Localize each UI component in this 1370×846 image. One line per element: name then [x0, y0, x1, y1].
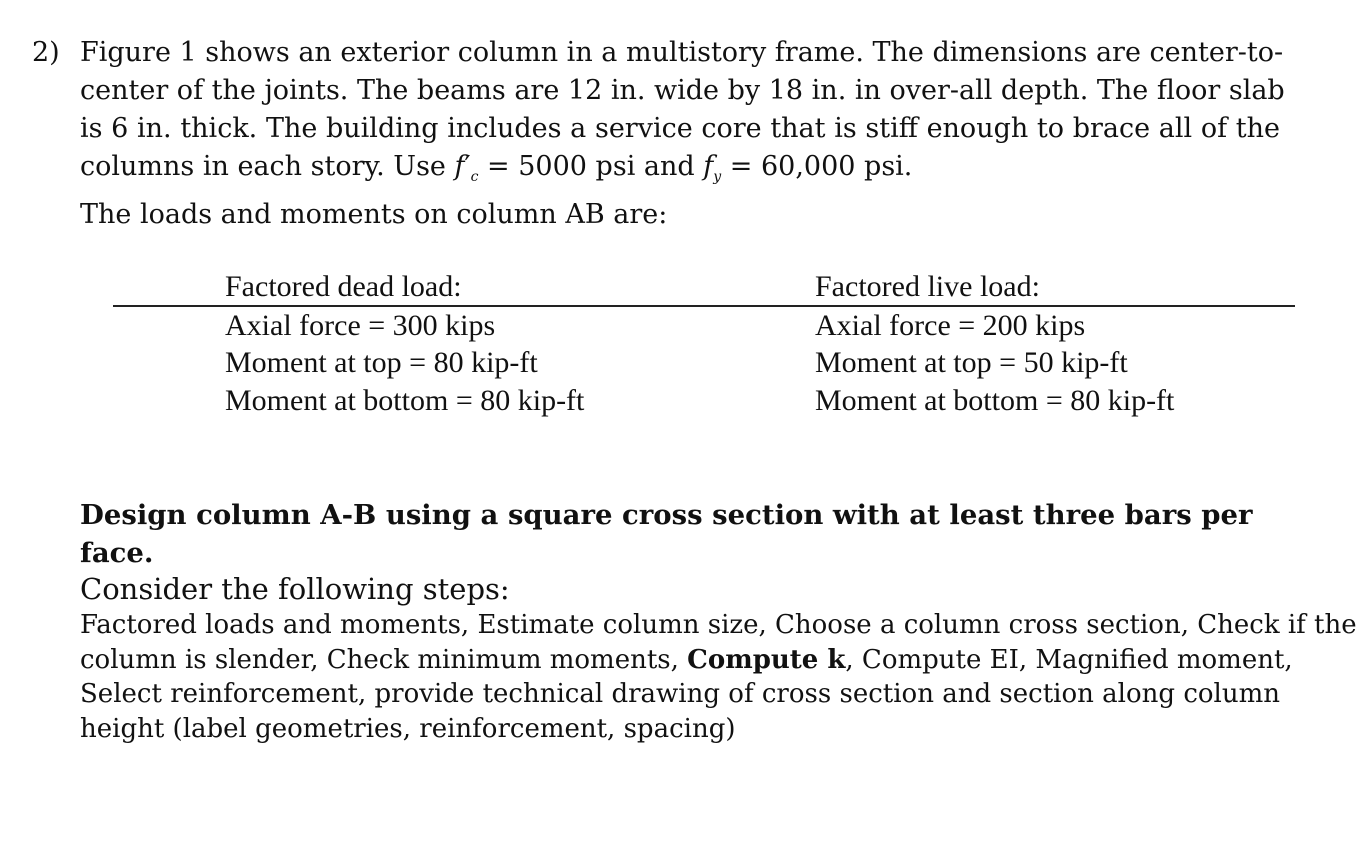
dead-load-header: Factored dead load: [225, 270, 462, 303]
steps-line-1: Factored loads and moments, Estimate column size, Choose a column cross section, Check if the [80, 610, 1357, 640]
intro-line-2: center of the joints. The beams are 12 in. wide by 18 in. in over-all depth. The floor slab [80, 75, 1285, 106]
steps-line-2-pre: column is slender, Check minimum moments, [80, 644, 688, 675]
intro-line-4 [80, 148, 1280, 196]
live-load-column [815, 268, 1174, 419]
live-moment-bottom: Moment at bottom = 80 kip-ft [815, 383, 1175, 417]
dead-load-column [225, 268, 584, 419]
steps-line-2 [80, 643, 1293, 678]
fc-subscript: c [470, 169, 479, 185]
fc-prime: ′ [464, 151, 471, 182]
problem-number: 2) [32, 37, 60, 68]
dead-moment-bottom: Moment at bottom = 80 kip-ft [225, 383, 585, 417]
steps-list [80, 608, 1357, 746]
fc-symbol: f [454, 151, 465, 182]
fc-value: = 5000 psi and [478, 151, 704, 182]
steps-line-2-post: , Compute EI, Magnified moment, [845, 644, 1293, 675]
dead-axial-force: Axial force = 300 kips [225, 308, 496, 342]
steps-title: Consider the following steps: [80, 572, 510, 606]
fy-value: = 60,000 psi. [721, 151, 913, 182]
fy-symbol: f [703, 151, 714, 182]
loads-intro: The loads and moments on column AB are: [80, 199, 668, 230]
steps-line-4: height (label geometries, reinforcement, spacing) [80, 713, 736, 744]
live-axial-force: Axial force = 200 kips [815, 308, 1086, 342]
intro-line-3: is 6 in. thick. The building includes a service core that is stiff enough to brace all of the [80, 113, 1280, 144]
dead-moment-top: Moment at top = 80 kip-ft [225, 346, 538, 379]
problem-intro [80, 34, 1285, 196]
live-moment-top: Moment at top = 50 kip-ft [815, 346, 1128, 379]
intro-line-1: Figure 1 shows an exterior column in a multistory frame. The dimensions are center-to- [80, 37, 1284, 68]
intro-line-4-text: columns in each story. Use [80, 151, 455, 182]
design-task: Design column A-B using a square cross section with at least three bars per face. [80, 499, 1253, 569]
steps-line-3: Select reinforcement, provide technical drawing of cross section and section along column [80, 679, 1280, 709]
compute-k-step: Compute k [687, 644, 846, 675]
live-load-header: Factored live load: [815, 270, 1040, 303]
fy-subscript: y [713, 169, 722, 185]
